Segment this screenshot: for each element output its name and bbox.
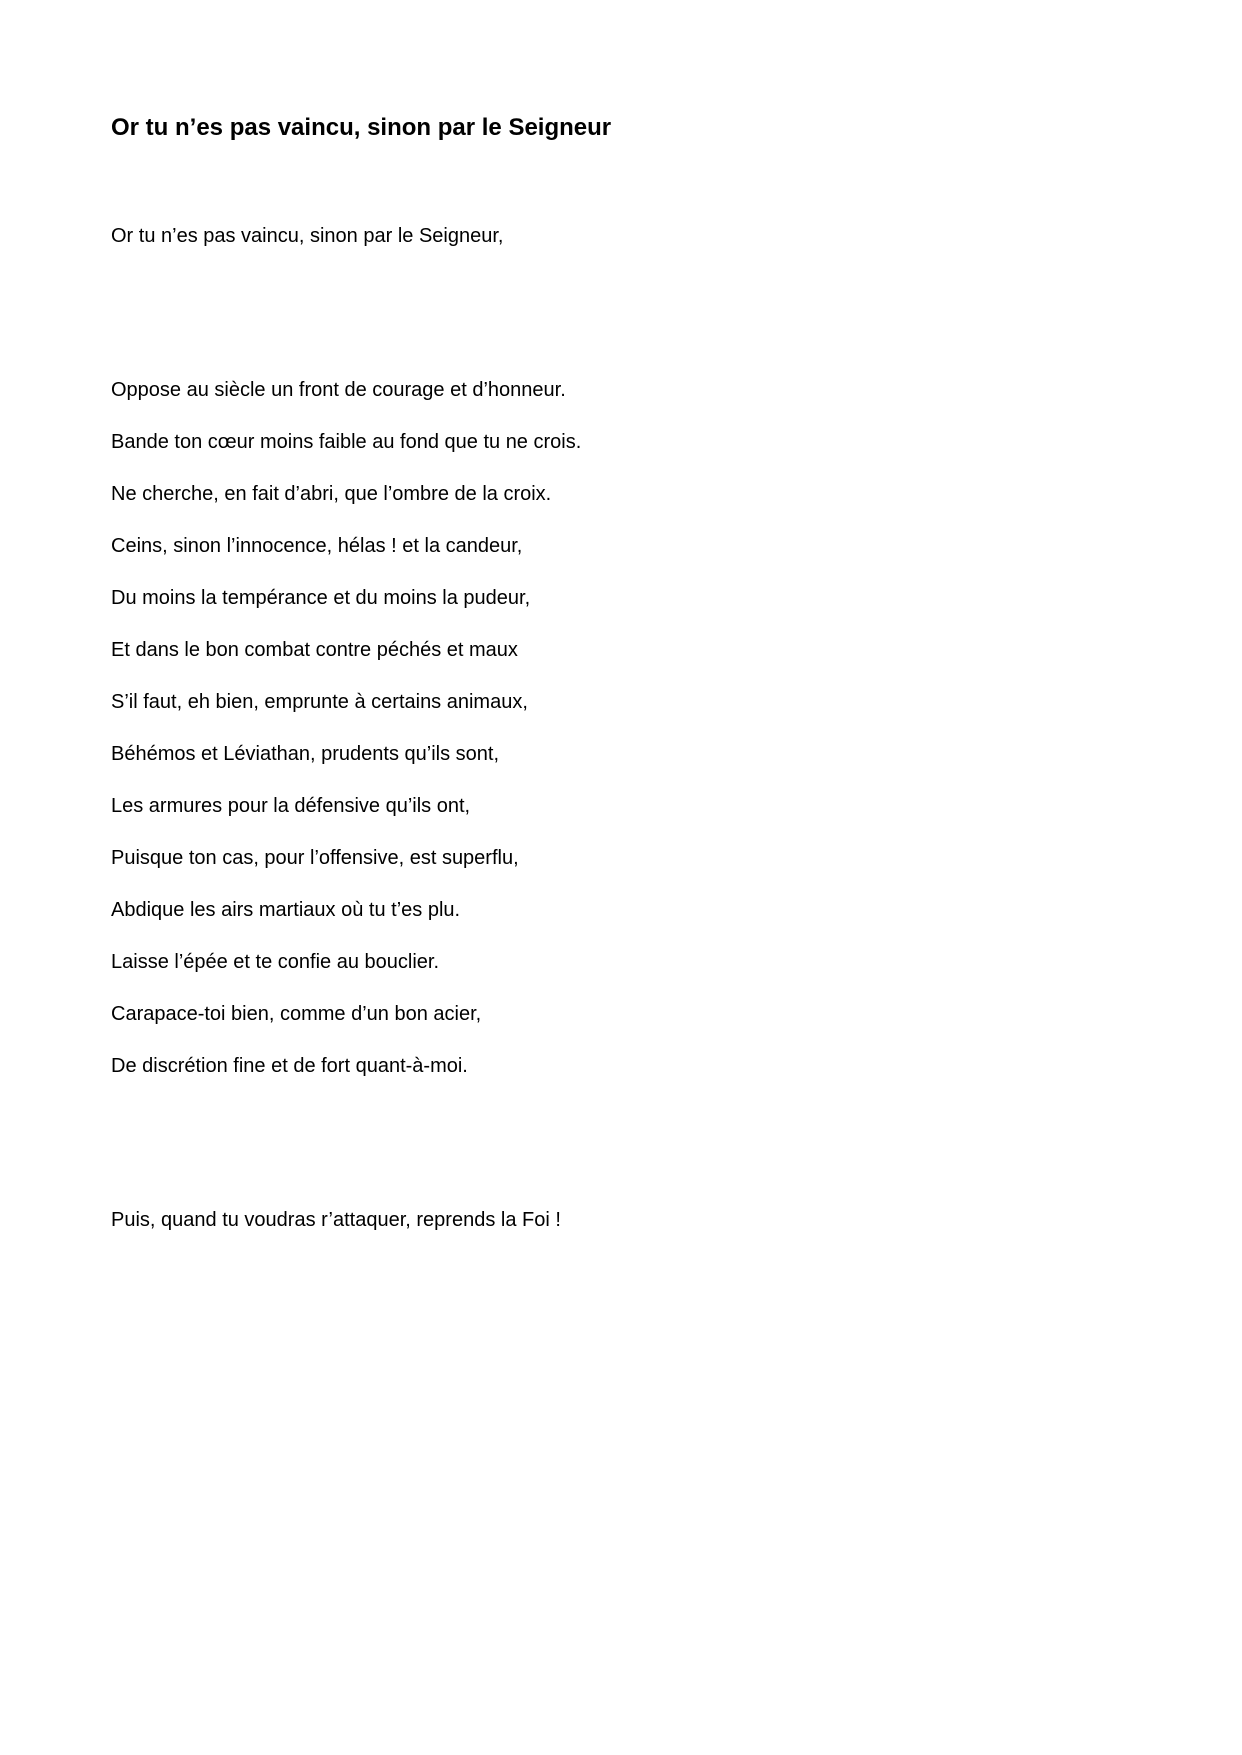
poem-line: Ne cherche, en fait d’abri, que l’ombre de la croix. — [111, 483, 552, 505]
poem-title: Or tu n’es pas vaincu, sinon par le Seigneur — [111, 114, 612, 141]
poem-line: De discrétion fine et de fort quant-à-moi. — [111, 1055, 468, 1077]
poem-line: Bande ton cœur moins faible au fond que tu ne crois. — [111, 431, 582, 453]
poem-line: Ceins, sinon l’innocence, hélas ! et la candeur, — [111, 535, 523, 557]
poem-line: Et dans le bon combat contre péchés et maux — [111, 639, 518, 661]
poem-line: Puisque ton cas, pour l’offensive, est superflu, — [111, 847, 519, 869]
poem-line: Carapace-toi bien, comme d’un bon acier, — [111, 1003, 482, 1025]
poem-line: Or tu n’es pas vaincu, sinon par le Seigneur, — [111, 225, 504, 247]
poem-line: Puis, quand tu voudras r’attaquer, reprends la Foi ! — [111, 1209, 561, 1231]
poem-line: S’il faut, eh bien, emprunte à certains animaux, — [111, 691, 528, 713]
poem-line: Béhémos et Léviathan, prudents qu’ils sont, — [111, 743, 500, 765]
poem-line: Oppose au siècle un front de courage et d’honneur. — [111, 379, 566, 401]
poem-line: Les armures pour la défensive qu’ils ont, — [111, 795, 471, 817]
poem-line: Laisse l’épée et te confie au bouclier. — [111, 951, 439, 973]
poem-line: Abdique les airs martiaux où tu t’es plu. — [111, 899, 461, 921]
poem-line: Du moins la tempérance et du moins la pudeur, — [111, 587, 531, 609]
